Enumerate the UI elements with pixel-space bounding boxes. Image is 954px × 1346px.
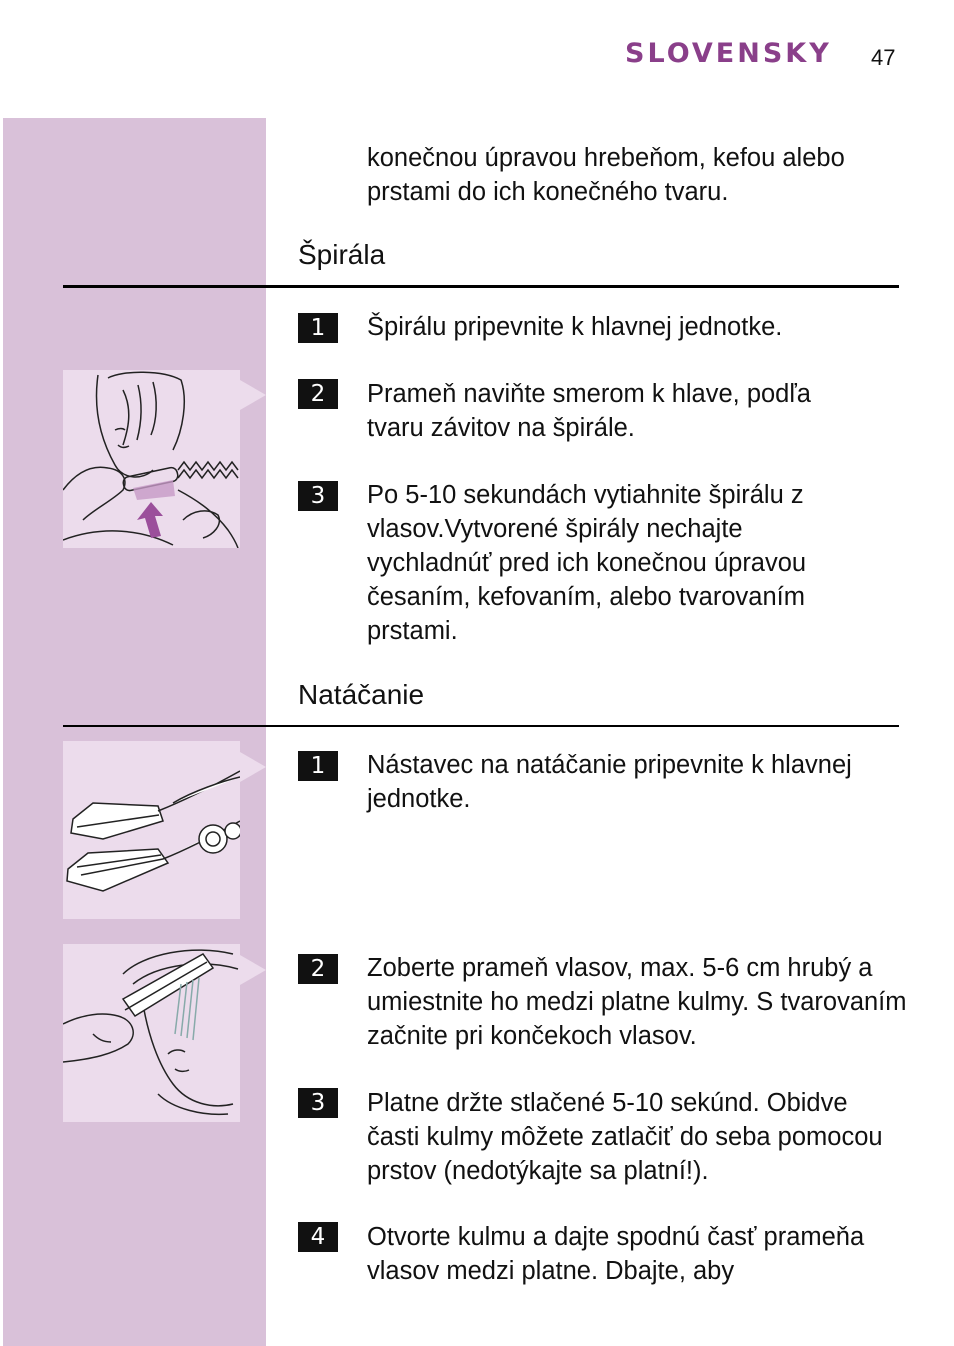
section-rule xyxy=(63,285,899,288)
spiral-attachment-illustration xyxy=(63,370,240,548)
illustration-pointer xyxy=(240,380,266,410)
illustration-pointer xyxy=(240,752,266,782)
page-number: 47 xyxy=(871,45,896,70)
step-number: 3 xyxy=(298,1088,338,1118)
step-number: 2 xyxy=(298,954,338,984)
step-number: 1 xyxy=(298,751,338,781)
language-header: SLOVENSKY xyxy=(625,38,832,69)
intro-text: konečnou úpravou hrebeňom, kefou alebo prstami do ich konečného tvaru. xyxy=(367,144,845,206)
step-number: 4 xyxy=(298,1222,338,1252)
section-rule xyxy=(63,725,899,727)
step-number: 1 xyxy=(298,313,338,343)
illustration-pointer xyxy=(240,955,266,985)
step-text: Otvorte kulmu a dajte spodnú časť prameňa vlasov medzi platne. Dbajte, aby xyxy=(367,1223,865,1285)
step-text: Nástavec na natáčanie pripevnite k hlavnej jednotke. xyxy=(367,751,852,813)
section-title-spirala: Špirála xyxy=(298,239,386,270)
step-text: Špirálu pripevnite k hlavnej jednotke. xyxy=(367,313,783,341)
sidebar-band xyxy=(3,118,266,1346)
crimper-attachment-illustration xyxy=(63,741,240,919)
step-text: Prameň naviňte smerom k hlave, podľa tvaru závitov na špirále. xyxy=(367,380,811,442)
step-text: Po 5-10 sekundách vytiahnite špirálu z vlasov.Vytvorené špirály nechajte vychladnúť pred ich konečnou úpravou česaním, kefovaním, alebo tvarovaním prstami. xyxy=(367,481,807,645)
crimping-hair-illustration xyxy=(63,944,240,1122)
step-number: 3 xyxy=(298,481,338,511)
step-text: Platne držte stlačené 5-10 sekúnd. Obidve časti kulmy môžete zatlačiť do seba pomocou prstov (nedotýkajte sa platní!). xyxy=(367,1089,883,1185)
step-text: Zoberte prameň vlasov, max. 5-6 cm hrubý a umiestnite ho medzi platne kulmy. S tvarovaním začnite pri končekoch vlasov. xyxy=(367,954,907,1050)
section-title-natacanie: Natáčanie xyxy=(298,679,425,710)
step-number: 2 xyxy=(298,379,338,409)
